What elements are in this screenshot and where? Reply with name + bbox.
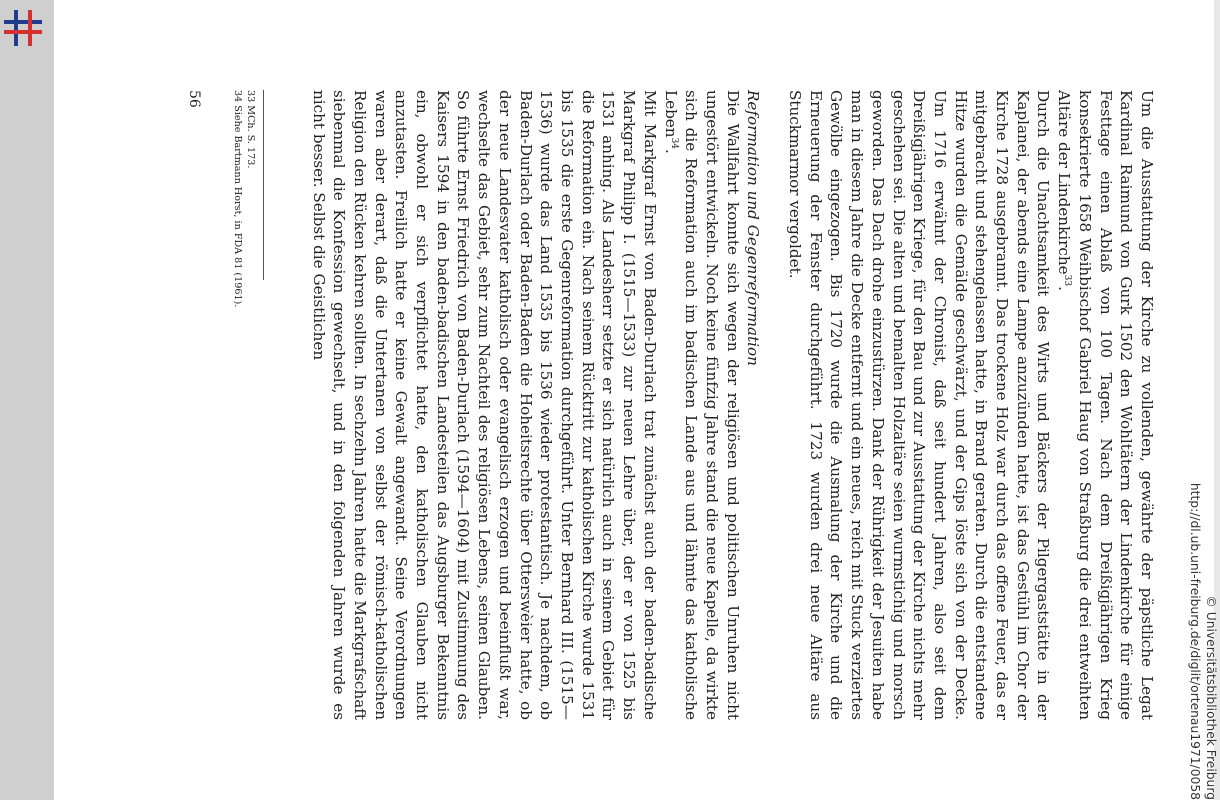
paragraph-3: Die Wallfahrt konnte sich wegen der religiösen und politischen Unruhen nicht ungestört entwickeln. Noch keine fünfzig Jahre stand die neue Kapelle, da wirkte sich die Reformation auch im badischen Lande aus und lähmte das katholische Leben$^{34}$.	[661, 90, 742, 720]
section-heading: Reformation und Gegenreformation	[744, 90, 763, 366]
footnote-rule	[263, 90, 264, 280]
page-body	[308, 90, 1157, 720]
footnote-ref-34: 34	[668, 137, 679, 150]
paragraph-2: Durch die Unachtsamkeit des Wirts und Bäckers der Pilgergaststätte in der Kaplanei, der abends eine Lampe anzuzünden hatte, ist das Gestühl im Chor der Kirche 1728 ausgebrannt. Das trockene Holz war durch das offene Feuer, das er mitgebracht und stehengelassen hatte, in Brand geraten. Durch die entstandene Hitze wurden die Gemälde geschwärzt, und der Gips löste sich von der Decke. Um 1716 erwähnt der Chronist, daß seit hundert Jahren, also seit dem Dreißigjährigen Kriege, für den Bau und zur Ausstattung der Kirche nichts mehr geschehen sei. Die alten und bemalten Holzaltäre seien wurmstichig und morsch geworden. Das Dach drohe einzustürzen. Dank der Rührigkeit der Jesuiten habe man in diesem Jahre die Decke entfernt und ein neues, reich mit Stuck verziertes Gewölbe eingezogen. Bis 1720 wurde die Ausmalung der Kirche und die Erneuerung der Fenster durchgeführt. 1723 wurden drei neue Altäre aus Stuckmarmor vergoldet.	[786, 90, 1053, 720]
copyright-notice: © Universitätsbibliothek Freiburg	[1204, 595, 1218, 800]
scanned-page	[54, 0, 1214, 800]
footnote-33: 33 MCh. S. 173.	[245, 90, 256, 169]
page-number: 56	[186, 90, 202, 108]
paragraph-4: Mit Markgraf Ernst von Baden-Durlach trat zunächst auch der baden-badische Markgraf Philipp I. (1515—1533) zur neuen Lehre über, der er von 1525 bis 1531 anhing. Als Landesherr setzte er sich natürlich auch in seinem Gebiet für die Reformation ein. Nach seinem Rücktritt zur katholischen Kirche wurde 1531 bis 1535 die erste Gegenreformation durchgeführt. Unter Bernhard III. (1515—1536) wurde das Land 1535 bis 1536 wieder protestantisch. Je nachdem, ob Baden-Durlach oder Baden-Baden die Hoheitsrechte über Otterswèier hatte, ob der neue Landesvater katholisch oder evangelisch erzogen und beeinflußt war, wechselte das Gebiet, sehr zum Nachteil des religiösen Lebens, seinen Glauben. So führte Ernst Friedrich von Baden-Durlach (1594—1604) mit Zustimmung des Kaisers 1594 in den baden-badischen Landesteilen das Augsburger Bekenntnis ein, obwohl er sich verpflichtet hatte, den katholischen Glauben nicht anzutasten. Freilich hatte er keine Gewalt angewandt. Seine Verordnungen waren aber derart, daß die Untertanen von selbst der römisch-katholischen Religion den Rücken kehren sollten. In sechzehn Jahren hatte die Markgrafschaft siebenmal die Konfession gewechselt, und in den folgenden Jahren wurde es nicht besser. Selbst die Geistlichen	[309, 90, 659, 720]
rotated-page-content	[54, 0, 1214, 800]
source-url-link[interactable]: http://dl.ub.uni-freiburg.de/diglit/ortenau1971/0058	[1188, 482, 1202, 800]
source-info	[1186, 0, 1220, 800]
library-logo-icon	[2, 4, 44, 52]
footnotes	[231, 90, 264, 720]
viewer-sidebar	[0, 0, 54, 800]
footnote-34: 34 Siehe Bartmann Horst, in FDA 81 (1961).	[232, 90, 243, 308]
footnote-ref-33: 33	[1062, 274, 1073, 287]
paragraph-1: Um die Ausstattung der Kirche zu vollenden, gewährte der päpstliche Legat Kardinal Raimund von Gurk 1502 den Wohltätern der Lindenkirche für einige Festtage einen Ablaß von 100 Tagen. Nach dem Dreißigjährigen Krieg konsekrierte 1658 Weihbischof Gabriel Haug von Straßburg die drei entweihten Altäre der Lindenkirche$^{33}$.	[1055, 90, 1156, 720]
